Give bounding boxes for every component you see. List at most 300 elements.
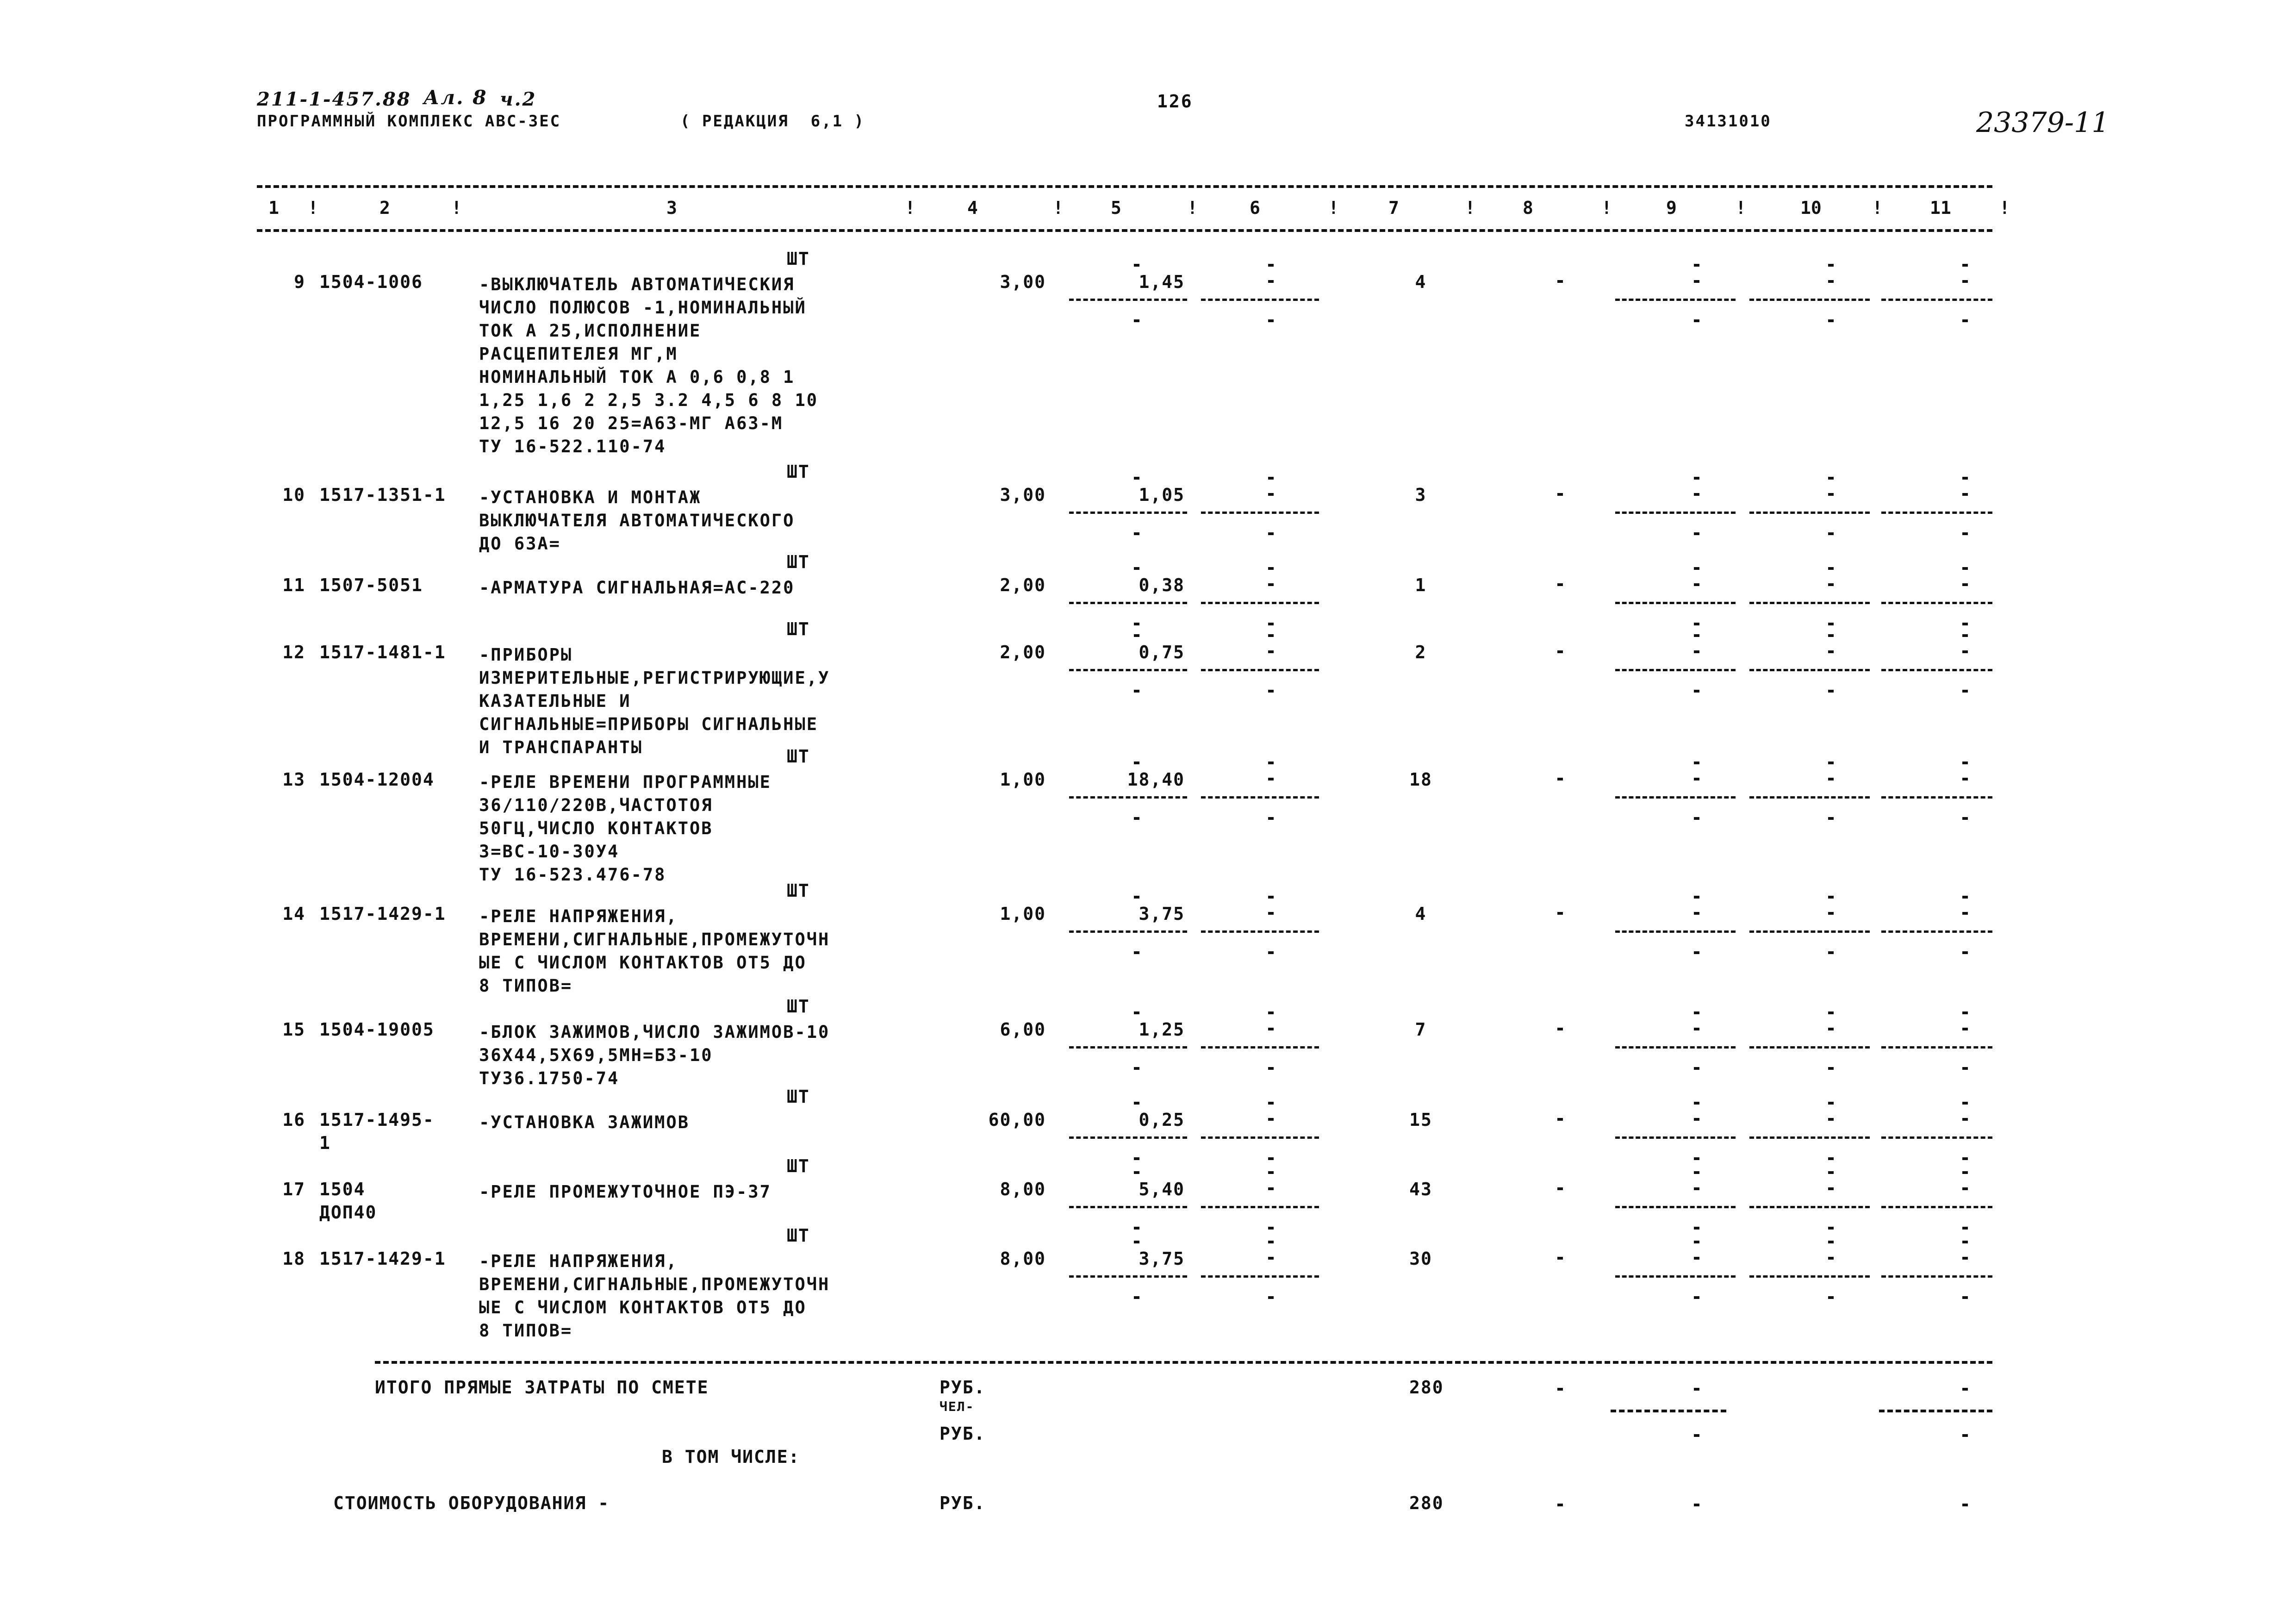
dash-mark	[1694, 634, 1699, 637]
cell-rule	[1615, 1275, 1736, 1278]
dash-mark	[1828, 280, 1834, 283]
row-code: 1504	[319, 1179, 366, 1199]
equipment-value: 280	[1409, 1493, 1444, 1513]
row-description: -РЕЛЕ ПРОМЕЖУТОЧНОЕ ПЭ-37	[479, 1182, 772, 1202]
dash-mark	[1694, 817, 1699, 820]
dash-mark	[1962, 912, 1968, 915]
cell-rule	[1615, 669, 1736, 671]
row-quantity: 1,00	[1000, 904, 1046, 924]
dash-mark	[1694, 778, 1699, 780]
dash-mark	[1828, 1257, 1834, 1260]
dash-mark	[1962, 896, 1968, 899]
row-code: 1504-12004	[319, 769, 435, 790]
row-price: 3,75	[1139, 904, 1185, 924]
unit-label: ШТ	[787, 1225, 810, 1246]
dash-mark	[1694, 1296, 1699, 1299]
row-number: 13	[282, 769, 305, 790]
col-sep: !	[905, 198, 915, 218]
dash-mark	[1134, 1157, 1139, 1160]
dash-mark	[1962, 583, 1968, 586]
dash-mark	[1962, 650, 1968, 653]
row-number: 12	[282, 642, 305, 662]
cell-rule	[1069, 512, 1187, 514]
unit-label: ШТ	[787, 746, 810, 767]
dash-mark	[1828, 1227, 1834, 1230]
row-description: 3=ВС-10-30У4	[479, 842, 620, 861]
dash-mark	[1268, 634, 1274, 637]
header-bottom-rule	[257, 229, 1992, 232]
dash-mark	[1962, 1171, 1968, 1174]
dash-mark	[1694, 493, 1699, 496]
row-total: 15	[1409, 1110, 1432, 1130]
dash-mark	[1134, 951, 1139, 954]
currency-label-2: РУБ.	[940, 1423, 986, 1444]
row-description: 8 ТИПОВ=	[479, 976, 573, 996]
row-code: 1517-1429-1	[319, 1248, 446, 1269]
dash-mark	[1268, 1102, 1274, 1105]
cell-rule	[1201, 930, 1319, 933]
dash-mark	[1557, 583, 1563, 586]
dash-mark	[1557, 778, 1563, 780]
dash-mark	[1962, 1241, 1968, 1243]
equipment-label: СТОИМОСТЬ ОБОРУДОВАНИЯ -	[333, 1493, 610, 1513]
dash-mark	[1962, 1118, 1968, 1121]
cell-rule	[1881, 1206, 1992, 1208]
cell-rule	[1201, 299, 1319, 301]
dash-mark	[1828, 493, 1834, 496]
row-description: СИГНАЛЬНЫЕ=ПРИБОРЫ СИГНАЛЬНЫЕ	[479, 714, 819, 734]
dash-mark	[1268, 1067, 1274, 1070]
cell-rule	[1881, 1136, 1992, 1139]
cell-rule	[1881, 299, 1992, 301]
row-description: ТУ 16-522.110-74	[479, 437, 666, 456]
row-total: 4	[1415, 272, 1427, 292]
direct-costs-value: 280	[1409, 1377, 1444, 1398]
dash-mark	[1134, 623, 1139, 625]
row-total: 2	[1415, 642, 1427, 662]
row-description: ЫЕ С ЧИСЛОМ КОНТАКТОВ ОТ5 ДО	[479, 953, 807, 973]
cell-rule	[1069, 299, 1187, 301]
dash-mark	[1828, 817, 1834, 820]
cell-rule	[1881, 796, 1992, 799]
dash-mark	[1694, 1504, 1699, 1506]
row-description: РАСЦЕПИТЕЛЕЯ МГ,М	[479, 344, 678, 364]
unit-label: ШТ	[787, 619, 810, 639]
col-header: 10	[1800, 198, 1822, 218]
dash-mark	[1828, 1171, 1834, 1174]
col-sep: !	[1328, 198, 1339, 218]
dash-mark	[1828, 1102, 1834, 1105]
cell-rule	[1615, 1206, 1736, 1208]
doc-code: 211-1-457.88	[257, 88, 411, 110]
row-description: -УСТАНОВКА ЗАЖИМОВ	[479, 1112, 690, 1132]
dash-mark	[1268, 477, 1274, 480]
col-sep: !	[1053, 198, 1064, 218]
dash-mark	[1134, 567, 1139, 570]
row-number: 18	[282, 1248, 305, 1269]
cell-rule	[1749, 1275, 1870, 1278]
dash-mark	[1557, 1504, 1563, 1506]
totals-sub-rule	[1879, 1410, 1992, 1412]
row-description: -РЕЛЕ НАПРЯЖЕНИЯ,	[479, 1251, 678, 1271]
direct-costs-label: ИТОГО ПРЯМЫЕ ЗАТРАТЫ ПО СМЕТЕ	[375, 1377, 709, 1398]
dash-mark	[1828, 1067, 1834, 1070]
dash-mark	[1268, 319, 1274, 322]
handwritten-number: 23379-11	[1976, 106, 2109, 139]
dash-mark	[1694, 1434, 1699, 1437]
col-sep: !	[1736, 198, 1746, 218]
dash-mark	[1694, 1118, 1699, 1121]
unit-label: ШТ	[787, 1086, 810, 1107]
cell-rule	[1201, 1046, 1319, 1049]
row-number: 9	[294, 272, 305, 292]
dash-mark	[1268, 1187, 1274, 1190]
dash-mark	[1828, 264, 1834, 267]
row-description: И ТРАНСПАРАНТЫ	[479, 737, 643, 757]
row-description: ДО 63А=	[479, 534, 561, 554]
col-header: 9	[1666, 198, 1677, 218]
dash-mark	[1828, 912, 1834, 915]
dash-mark	[1268, 623, 1274, 625]
totals-sub-rule	[1611, 1410, 1726, 1412]
unit-label: ШТ	[787, 249, 810, 269]
cell-rule	[1749, 512, 1870, 514]
col-header: 8	[1523, 198, 1533, 218]
dash-mark	[1694, 1187, 1699, 1190]
cell-rule	[1881, 602, 1992, 604]
page-number: 126	[1157, 91, 1193, 112]
dash-mark	[1557, 912, 1563, 915]
dash-mark	[1134, 896, 1139, 899]
col-sep: !	[1465, 198, 1475, 218]
dash-mark	[1268, 583, 1274, 586]
dash-mark	[1962, 477, 1968, 480]
dash-mark	[1694, 1241, 1699, 1243]
dash-mark	[1134, 319, 1139, 322]
row-price: 3,75	[1139, 1248, 1185, 1269]
dash-mark	[1694, 1028, 1699, 1030]
col-sep: !	[1999, 198, 2010, 218]
dash-mark	[1694, 583, 1699, 586]
dash-mark	[1694, 280, 1699, 283]
row-quantity: 6,00	[1000, 1019, 1046, 1040]
cell-rule	[1201, 1275, 1319, 1278]
dash-mark	[1828, 1241, 1834, 1243]
row-price: 0,25	[1139, 1110, 1185, 1130]
cell-rule	[1615, 796, 1736, 799]
dash-mark	[1962, 634, 1968, 637]
dash-mark	[1134, 690, 1139, 693]
row-price: 0,75	[1139, 642, 1185, 662]
totals-rule	[375, 1361, 1992, 1364]
unit-label: ШТ	[787, 996, 810, 1017]
dash-mark	[1694, 912, 1699, 915]
cell-rule	[1201, 796, 1319, 799]
cell-rule	[1069, 1136, 1187, 1139]
dash-mark	[1962, 1187, 1968, 1190]
row-description: ТУ 16-523.476-78	[479, 865, 666, 885]
dash-mark	[1268, 1157, 1274, 1160]
dash-mark	[1962, 951, 1968, 954]
dash-mark	[1694, 1102, 1699, 1105]
dash-mark	[1962, 532, 1968, 535]
row-number: 11	[282, 575, 305, 595]
dash-mark	[1557, 1257, 1563, 1260]
row-description: ЧИСЛО ПОЛЮСОВ -1,НОМИНАЛЬНЫЙ	[479, 298, 807, 318]
row-number: 10	[282, 485, 305, 505]
dash-mark	[1268, 280, 1274, 283]
dash-mark	[1268, 690, 1274, 693]
dash-mark	[1828, 623, 1834, 625]
cell-rule	[1881, 1046, 1992, 1049]
row-number: 14	[282, 904, 305, 924]
dash-mark	[1268, 264, 1274, 267]
cell-rule	[1201, 669, 1319, 671]
row-description: -РЕЛЕ ВРЕМЕНИ ПРОГРАММНЫЕ	[479, 772, 772, 792]
dash-mark	[1828, 1118, 1834, 1121]
row-description: -ПРИБОРЫ	[479, 645, 573, 665]
dash-mark	[1694, 690, 1699, 693]
row-description: ВРЕМЕНИ,СИГНАЛЬНЫЕ,ПРОМЕЖУТОЧН	[479, 1274, 830, 1294]
row-description: 1,25 1,6 2 2,5 3.2 4,5 6 8 10	[479, 390, 819, 410]
dash-mark	[1962, 280, 1968, 283]
row-code: 1517-1351-1	[319, 485, 446, 505]
dash-mark	[1134, 1102, 1139, 1105]
col-sep: !	[1601, 198, 1612, 218]
dash-mark	[1134, 1171, 1139, 1174]
dash-mark	[1962, 319, 1968, 322]
edition-label: ( РЕДАКЦИЯ 6,1 )	[680, 112, 865, 131]
row-description: ИЗМЕРИТЕЛЬНЫЕ,РЕГИСТРИРУЮЩИЕ,У	[479, 668, 830, 688]
row-price: 5,40	[1139, 1179, 1185, 1199]
dash-mark	[1268, 817, 1274, 820]
dash-mark	[1962, 264, 1968, 267]
row-description: 50ГЦ,ЧИСЛО КОНТАКТОВ	[479, 818, 713, 838]
dash-mark	[1962, 1388, 1968, 1391]
cell-rule	[1749, 930, 1870, 933]
col-header: 4	[967, 198, 978, 218]
dash-mark	[1694, 762, 1699, 764]
dash-mark	[1694, 650, 1699, 653]
dash-mark	[1557, 493, 1563, 496]
dash-mark	[1694, 319, 1699, 322]
row-code: 1517-1429-1	[319, 904, 446, 924]
estimate-code: 34131010	[1685, 112, 1772, 131]
currency-label-3: РУБ.	[940, 1493, 986, 1513]
dash-mark	[1134, 817, 1139, 820]
dash-mark	[1268, 532, 1274, 535]
dash-mark	[1268, 1257, 1274, 1260]
dash-mark	[1694, 951, 1699, 954]
row-total: 1	[1415, 575, 1427, 595]
dash-mark	[1268, 567, 1274, 570]
dash-mark	[1962, 817, 1968, 820]
row-description: 36/110/220В,ЧАСТОТОЯ	[479, 795, 713, 815]
row-description: КАЗАТЕЛЬНЫЕ И	[479, 691, 631, 711]
row-code: 1504-19005	[319, 1019, 435, 1040]
row-quantity: 1,00	[1000, 769, 1046, 790]
dash-mark	[1694, 477, 1699, 480]
dash-mark	[1962, 1028, 1968, 1030]
dash-mark	[1962, 1434, 1968, 1437]
row-description: НОМИНАЛЬНЫЙ ТОК А 0,6 0,8 1	[479, 367, 795, 387]
dash-mark	[1828, 650, 1834, 653]
dash-mark	[1557, 1118, 1563, 1121]
dash-mark	[1134, 1227, 1139, 1230]
cell-rule	[1749, 299, 1870, 301]
row-price: 1,45	[1139, 272, 1185, 292]
row-total: 3	[1415, 485, 1427, 505]
dash-mark	[1268, 762, 1274, 764]
dash-mark	[1962, 1504, 1968, 1506]
program-title: ПРОГРАММНЫЙ КОМПЛЕКС АВС-3ЕС	[257, 112, 561, 131]
row-description: 8 ТИПОВ=	[479, 1321, 573, 1341]
currency-alt-label: ЧЕЛ-	[940, 1399, 975, 1414]
dash-mark	[1268, 1227, 1274, 1230]
row-description: -АРМАТУРА СИГНАЛЬНАЯ=АС-220	[479, 578, 795, 598]
dash-mark	[1828, 778, 1834, 780]
dash-mark	[1828, 1187, 1834, 1190]
cell-rule	[1749, 669, 1870, 671]
dash-mark	[1962, 493, 1968, 496]
cell-rule	[1881, 1275, 1992, 1278]
cell-rule	[1201, 1206, 1319, 1208]
col-header: 7	[1388, 198, 1399, 218]
col-header: 5	[1111, 198, 1121, 218]
dash-mark	[1268, 1241, 1274, 1243]
dash-mark	[1268, 1296, 1274, 1299]
cell-rule	[1069, 669, 1187, 671]
dash-mark	[1828, 1028, 1834, 1030]
row-quantity: 8,00	[1000, 1179, 1046, 1199]
dash-mark	[1268, 493, 1274, 496]
col-header: 2	[380, 198, 390, 218]
dash-mark	[1962, 1011, 1968, 1014]
dash-mark	[1557, 650, 1563, 653]
dash-mark	[1268, 912, 1274, 915]
row-number: 15	[282, 1019, 305, 1040]
dash-mark	[1268, 951, 1274, 954]
part-label: ч.2	[500, 88, 537, 110]
dash-mark	[1828, 896, 1834, 899]
row-description: ЫЕ С ЧИСЛОМ КОНТАКТОВ ОТ5 ДО	[479, 1298, 807, 1317]
dash-mark	[1134, 264, 1139, 267]
dash-mark	[1134, 1067, 1139, 1070]
dash-mark	[1962, 1102, 1968, 1105]
cell-rule	[1069, 1275, 1187, 1278]
cell-rule	[1069, 930, 1187, 933]
dash-mark	[1694, 1011, 1699, 1014]
cell-rule	[1881, 669, 1992, 671]
dash-mark	[1134, 1241, 1139, 1243]
dash-mark	[1134, 762, 1139, 764]
cell-rule	[1615, 930, 1736, 933]
dash-mark	[1557, 280, 1563, 283]
col-sep: !	[451, 198, 462, 218]
cell-rule	[1749, 1206, 1870, 1208]
dash-mark	[1134, 532, 1139, 535]
col-header: 1	[268, 198, 279, 218]
row-description: ВЫКЛЮЧАТЕЛЯ АВТОМАТИЧЕСКОГО	[479, 511, 795, 531]
row-code-2: 1	[319, 1133, 331, 1153]
dash-mark	[1828, 1011, 1834, 1014]
cell-rule	[1201, 1136, 1319, 1139]
col-sep: !	[1872, 198, 1883, 218]
dash-mark	[1828, 567, 1834, 570]
row-price: 0,38	[1139, 575, 1185, 595]
cell-rule	[1749, 796, 1870, 799]
cell-rule	[1615, 1046, 1736, 1049]
including-label: В ТОМ ЧИСЛЕ:	[662, 1447, 800, 1467]
dash-mark	[1962, 778, 1968, 780]
dash-mark	[1134, 477, 1139, 480]
dash-mark	[1694, 1388, 1699, 1391]
dash-mark	[1828, 583, 1834, 586]
dash-mark	[1694, 1257, 1699, 1260]
col-header: 6	[1250, 198, 1260, 218]
row-price: 1,05	[1139, 485, 1185, 505]
row-quantity: 2,00	[1000, 575, 1046, 595]
dash-mark	[1134, 634, 1139, 637]
dash-mark	[1694, 1067, 1699, 1070]
row-total: 18	[1409, 769, 1432, 790]
row-quantity: 3,00	[1000, 485, 1046, 505]
unit-label: ШТ	[787, 1156, 810, 1176]
row-total: 43	[1409, 1179, 1432, 1199]
cell-rule	[1749, 1046, 1870, 1049]
dash-mark	[1828, 634, 1834, 637]
row-price: 18,40	[1127, 769, 1185, 790]
row-total: 7	[1415, 1019, 1427, 1040]
row-description: -РЕЛЕ НАПРЯЖЕНИЯ,	[479, 906, 678, 926]
dash-mark	[1694, 623, 1699, 625]
dash-mark	[1962, 623, 1968, 625]
dash-mark	[1962, 567, 1968, 570]
cell-rule	[1069, 1206, 1187, 1208]
row-total: 4	[1415, 904, 1427, 924]
row-code: 1504-1006	[319, 272, 423, 292]
col-header: 3	[666, 198, 677, 218]
cell-rule	[1615, 512, 1736, 514]
dash-mark	[1828, 477, 1834, 480]
dash-mark	[1962, 1067, 1968, 1070]
row-code: 1517-1481-1	[319, 642, 446, 662]
dash-mark	[1962, 1157, 1968, 1160]
dash-mark	[1962, 1296, 1968, 1299]
col-sep: !	[1187, 198, 1198, 218]
dash-mark	[1268, 650, 1274, 653]
dash-mark	[1828, 1157, 1834, 1160]
cell-rule	[1201, 602, 1319, 604]
dash-mark	[1962, 1227, 1968, 1230]
col-sep: !	[308, 198, 318, 218]
cell-rule	[1069, 796, 1187, 799]
cell-rule	[1069, 1046, 1187, 1049]
dash-mark	[1694, 264, 1699, 267]
cell-rule	[1615, 1136, 1736, 1139]
dash-mark	[1828, 532, 1834, 535]
dash-mark	[1962, 1257, 1968, 1260]
dash-mark	[1134, 1011, 1139, 1014]
cell-rule	[1749, 1136, 1870, 1139]
unit-label: ШТ	[787, 880, 810, 901]
dash-mark	[1557, 1187, 1563, 1190]
dash-mark	[1268, 778, 1274, 780]
dash-mark	[1268, 896, 1274, 899]
dash-mark	[1557, 1388, 1563, 1391]
row-total: 30	[1409, 1248, 1432, 1269]
cell-rule	[1615, 602, 1736, 604]
